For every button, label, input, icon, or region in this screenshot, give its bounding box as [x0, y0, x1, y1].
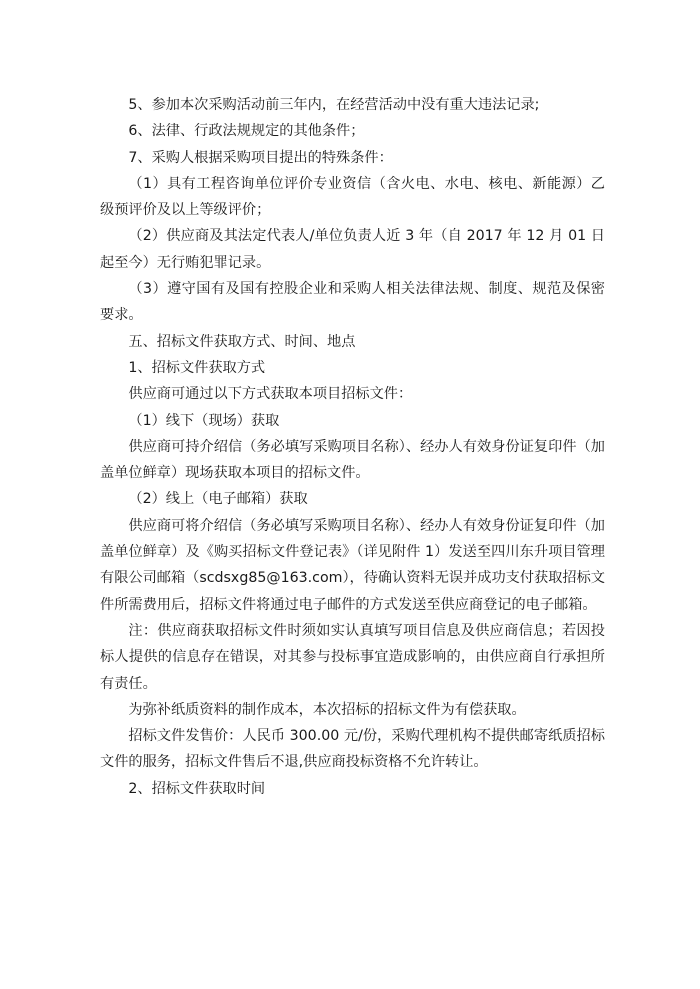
document-body	[100, 92, 605, 802]
paragraph-acquisition-intro: 供应商可通过以下方式获取本项目招标文件：	[128, 386, 413, 403]
paragraph-special-3: （3）遵守国有及国有控股企业和采购人相关法律法规、制度、规范及保密要求。	[100, 281, 605, 324]
subheading-acquisition-method: 1、招标文件获取方式	[128, 359, 266, 376]
paragraph-price: 招标文件发售价：人民币 300.00 元/份，采购代理机构不提供邮寄纸质招标文件的服务，招标文件售后不退,供应商投标资格不允许转让。	[100, 728, 605, 771]
paragraph-special-1: （1）具有工程咨询单位评价专业资信（含火电、水电、核电、新能源）乙级预评价及以上等级评价；	[100, 175, 605, 219]
paragraph-note: 注：供应商获取招标文件时须如实认真填写项目信息及供应商信息；若因投标人提供的信息存在错误，对其参与投标事宜造成影响的，由供应商自行承担所有责任。	[100, 622, 605, 692]
paragraph-online: 供应商可将介绍信（务必填写采购项目名称）、经办人有效身份证复印件（加盖单位鲜章）及《购买招标文件登记表》（详见附件 1）发送至四川东升项目管理有限公司邮箱（scdsxg85@163.com），待确认资料无误并成功支付获取招标文件所需费用后，招标文件将通过电子邮件的方式发送至供应商登记的电子邮箱。	[100, 517, 605, 613]
paragraph-offline: 供应商可持介绍信（务必填写采购项目名称）、经办人有效身份证复印件（加盖单位鲜章）现场获取本项目的招标文件。	[100, 438, 605, 482]
section-heading-5: 五、招标文件获取方式、时间、地点	[128, 333, 356, 350]
paragraph-paid: 为弥补纸质资料的制作成本，本次招标的招标文件为有偿获取。	[128, 701, 526, 718]
subheading-offline: （1）线下（现场）获取	[128, 412, 280, 429]
paragraph-condition-7: 7、采购人根据采购项目提出的特殊条件：	[128, 149, 393, 166]
subheading-online: （2）线上（电子邮箱）获取	[128, 491, 308, 508]
paragraph-special-2: （2）供应商及其法定代表人/单位负责人近 3 年（自 2017 年 12 月 01 日起至今）无行贿犯罪记录。	[100, 228, 605, 271]
subheading-acquisition-time: 2、招标文件获取时间	[128, 780, 266, 797]
paragraph-condition-6: 6、法律、行政法规规定的其他条件；	[128, 123, 365, 140]
paragraph-condition-5: 5、参加本次采购活动前三年内，在经营活动中没有重大违法记录;	[128, 97, 540, 113]
